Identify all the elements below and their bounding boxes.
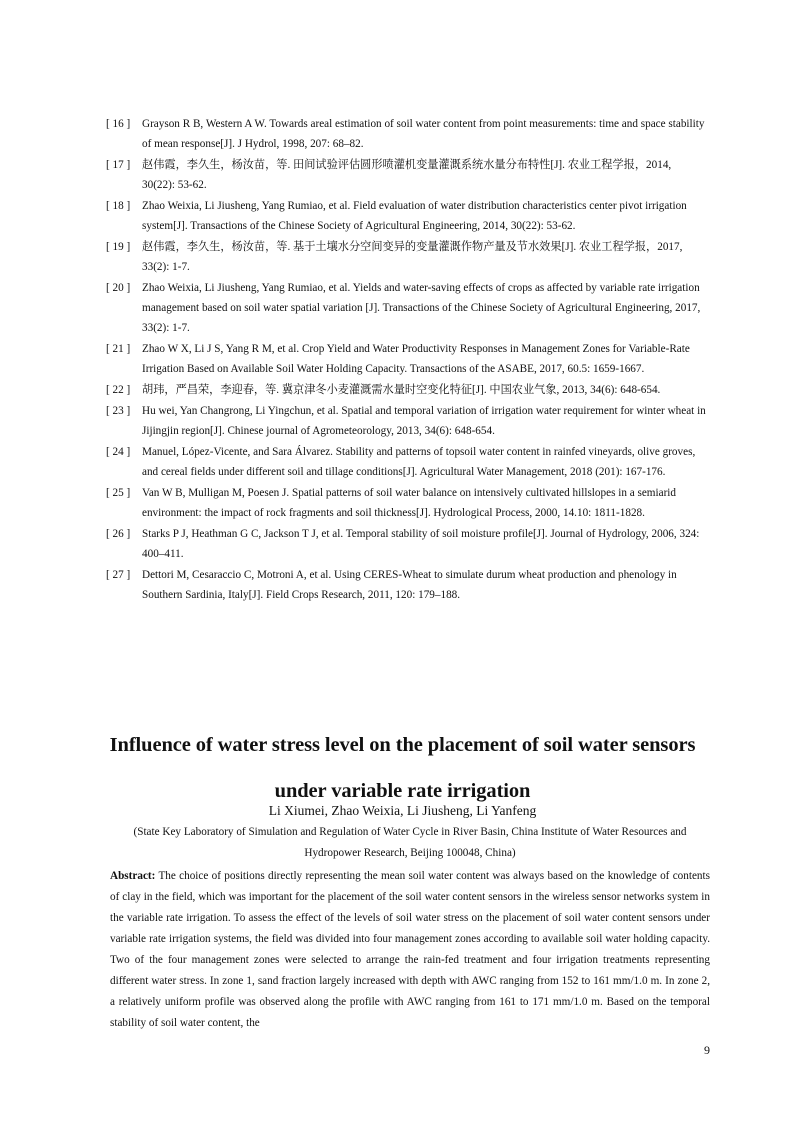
reference-number: [ 24 ]	[106, 446, 131, 458]
reference-text: Van W B, Mulligan M, Poesen J. Spatial patterns of soil water balance on intensively cultivated hillslopes in a semiarid environment: the impact of rock fragments and soil thickness[J]. Hydrological Process, 2000, 14.10: 1811-1828.	[142, 487, 676, 519]
reference-text: 胡玮，严昌荣，李迎春，等. 冀京津冬小麦灌溉需水量时空变化特征[J]. 中国农业气象, 2013, 34(6): 648-654.	[142, 384, 661, 396]
page-number: 9	[704, 1043, 710, 1057]
reference-number: [ 18 ]	[106, 200, 131, 212]
paper-title: Influence of water stress level on the placement of soil water sensors under variable rate irrigation	[109, 734, 696, 802]
reference-item	[106, 483, 706, 523]
reference-item	[106, 565, 706, 605]
reference-number: [ 19 ]	[106, 241, 131, 253]
reference-number: [ 25 ]	[106, 487, 131, 499]
reference-number: [ 27 ]	[106, 569, 131, 581]
reference-number: [ 23 ]	[106, 405, 131, 417]
reference-item	[106, 155, 706, 195]
abstract-label: Abstract:	[110, 870, 156, 882]
reference-text: Zhao Weixia, Li Jiusheng, Yang Rumiao, et al. Field evaluation of water distribution characteristics center pivot irrigation system[J]. Transactions of the Chinese Society of Agricultural Engineering, 2014, 30(22): 53-62.	[142, 200, 687, 232]
reference-text: Dettori M, Cesaraccio C, Motroni A, et al. Using CERES-Wheat to simulate durum wheat production and phenology in Southern Sardinia, Italy[J]. Field Crops Research, 2011, 120: 179–188.	[142, 569, 677, 601]
reference-number: [ 21 ]	[106, 343, 131, 355]
reference-number: [ 26 ]	[106, 528, 131, 540]
paper-affiliation: (State Key Laboratory of Simulation and Regulation of Water Cycle in River Basin, China Institute of Water Resources and Hydropower Research, Beijing 100048, China)	[133, 826, 687, 859]
reference-item	[106, 196, 706, 236]
reference-item	[106, 442, 706, 482]
reference-text: Manuel, López-Vicente, and Sara Álvarez. Stability and patterns of topsoil water content in rainfed vineyards, olive groves, and cereal fields under different soil and tillage conditions[J]. Agricultural Water Management, 2018 (201): 167-176.	[142, 446, 696, 478]
reference-list	[106, 114, 706, 606]
reference-number: [ 22 ]	[106, 384, 131, 396]
abstract-paragraph	[110, 866, 710, 1034]
reference-item	[106, 114, 706, 154]
reference-text: Zhao Weixia, Li Jiusheng, Yang Rumiao, et al. Yields and water-saving effects of crops as affected by variable rate irrigation management based on soil water spatial variation [J]. Transactions of the Chinese Society of Agricultural Engineering, 2017, 33(2): 1-7.	[142, 282, 701, 334]
reference-item	[106, 339, 706, 379]
reference-item	[106, 278, 706, 338]
reference-text: 赵伟霞，李久生，杨汝苗，等. 基于土壤水分空间变异的变量灌溉作物产量及节水效果[J]. 农业工程学报，2017, 33(2): 1-7.	[142, 241, 683, 273]
reference-item	[106, 401, 706, 441]
reference-text: Starks P J, Heathman G C, Jackson T J, et al. Temporal stability of soil moisture profile[J]. Journal of Hydrology, 2006, 324: 400–411.	[142, 528, 700, 560]
reference-text: 赵伟霞，李久生，杨汝苗，等. 田间试验评估圆形喷灌机变量灌溉系统水量分布特性[J]. 农业工程学报，2014, 30(22): 53-62.	[142, 159, 672, 191]
reference-text: Hu wei, Yan Changrong, Li Yingchun, et al. Spatial and temporal variation of irrigation water requirement for winter wheat in Jijingjin region[J]. Chinese journal of Agrometeorology, 2013, 34(6): 648-654.	[142, 405, 706, 437]
reference-number: [ 16 ]	[106, 118, 131, 130]
abstract-text: The choice of positions directly representing the mean soil water content was always based on the knowledge of contents of clay in the field, which was important for the placement of the soil water content sensors in the wireless sensor networks system in the variable rate irrigation. To assess the effect of the levels of soil water stress on the placement of soil water content sensors under variable rate irrigation systems, the field was divided into four management zones according to available soil water holding capacity. Two of the four management zones were selected to arrange the rain-fed treatment and four irrigation treatments representing different water stress. In zone 1, sand fraction largely increased with depth with AWC ranging from 152 to 161 mm/1.0 m. In zone 2, a relatively uniform profile was observed along the profile with AWC ranging from 161 to 171 mm/1.0 m. Based on the temporal stability of soil water content, the	[110, 870, 710, 1029]
reference-text: Grayson R B, Western A W. Towards areal estimation of soil water content from point measurements: time and space stability of mean response[J]. J Hydrol, 1998, 207: 68–82.	[142, 118, 705, 150]
reference-item	[106, 237, 706, 277]
paper-authors: Li Xiumei, Zhao Weixia, Li Jiusheng, Li Yanfeng	[268, 803, 537, 818]
reference-text: Zhao W X, Li J S, Yang R M, et al. Crop Yield and Water Productivity Responses in Management Zones for Variable-Rate Irrigation Based on Available Soil Water Holding Capacity. Transactions of the ASABE, 2017, 60.5: 1659-1667.	[142, 343, 690, 375]
reference-number: [ 20 ]	[106, 282, 131, 294]
reference-item	[106, 380, 706, 400]
reference-number: [ 17 ]	[106, 159, 131, 171]
reference-item	[106, 524, 706, 564]
